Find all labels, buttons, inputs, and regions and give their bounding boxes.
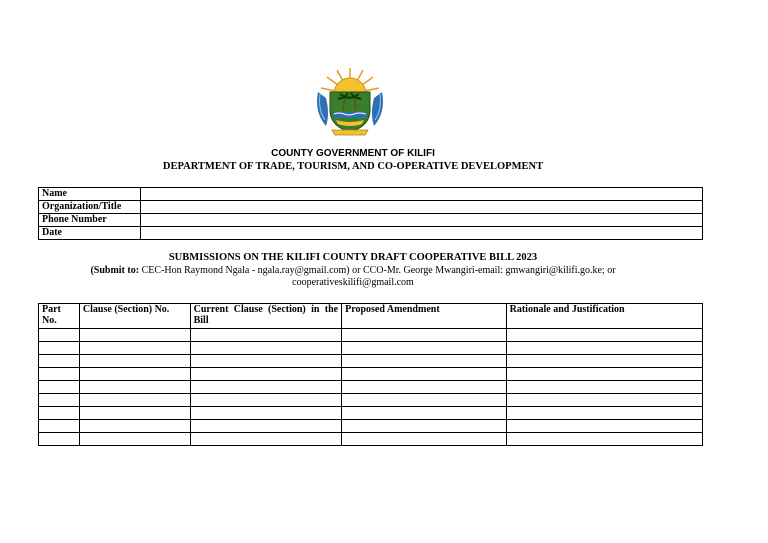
county-coat-of-arms-logo — [312, 64, 388, 140]
clause-no-cell[interactable] — [79, 394, 190, 407]
rationale-cell[interactable] — [506, 355, 702, 368]
proposed-amendment-cell[interactable] — [342, 433, 507, 446]
header-part-no: Part No. — [39, 304, 80, 329]
table-row — [39, 342, 703, 355]
submissions-table — [38, 303, 703, 446]
submission-title: SUBMISSIONS ON THE KILIFI COUNTY DRAFT COOPERATIVE BILL 2023 — [168, 252, 538, 263]
table-row — [39, 381, 703, 394]
table-row — [39, 420, 703, 433]
clause-no-cell[interactable] — [79, 355, 190, 368]
part-no-cell[interactable] — [39, 381, 80, 394]
clause-no-cell[interactable] — [79, 433, 190, 446]
current-clause-cell[interactable] — [190, 368, 342, 381]
proposed-amendment-cell[interactable] — [342, 368, 507, 381]
rationale-cell[interactable] — [506, 394, 702, 407]
part-no-cell[interactable] — [39, 355, 80, 368]
date-field[interactable] — [141, 227, 703, 240]
name-label: Name — [39, 188, 141, 201]
phone-label: Phone Number — [39, 214, 141, 227]
proposed-amendment-cell[interactable] — [342, 394, 507, 407]
header-current-clause: Current Clause (Section) in the Bill — [190, 304, 342, 329]
proposed-amendment-cell[interactable] — [342, 407, 507, 420]
proposed-amendment-cell[interactable] — [342, 329, 507, 342]
respondent-info-table — [38, 187, 703, 240]
submission-instructions — [60, 265, 646, 289]
current-clause-cell[interactable] — [190, 355, 342, 368]
header-clause-no: Clause (Section) No. — [79, 304, 190, 329]
clause-no-cell[interactable] — [79, 329, 190, 342]
proposed-amendment-cell[interactable] — [342, 355, 507, 368]
current-clause-cell[interactable] — [190, 394, 342, 407]
part-no-cell[interactable] — [39, 407, 80, 420]
current-clause-cell[interactable] — [190, 407, 342, 420]
rationale-cell[interactable] — [506, 420, 702, 433]
current-clause-cell[interactable] — [190, 420, 342, 433]
clause-no-cell[interactable] — [79, 420, 190, 433]
info-row-organization — [39, 201, 703, 214]
current-clause-cell[interactable] — [190, 329, 342, 342]
date-label: Date — [39, 227, 141, 240]
part-no-cell[interactable] — [39, 368, 80, 381]
proposed-amendment-cell[interactable] — [342, 342, 507, 355]
name-field[interactable] — [141, 188, 703, 201]
current-clause-cell[interactable] — [190, 381, 342, 394]
part-no-cell[interactable] — [39, 420, 80, 433]
info-row-phone — [39, 214, 703, 227]
part-no-cell[interactable] — [39, 342, 80, 355]
clause-no-cell[interactable] — [79, 407, 190, 420]
county-title: COUNTY GOVERNMENT OF KILIFI — [271, 148, 435, 159]
part-no-cell[interactable] — [39, 394, 80, 407]
rationale-cell[interactable] — [506, 342, 702, 355]
table-row — [39, 355, 703, 368]
table-header-row — [39, 304, 703, 329]
table-row — [39, 433, 703, 446]
proposed-amendment-cell[interactable] — [342, 420, 507, 433]
table-row — [39, 394, 703, 407]
organization-label: Organization/Title — [39, 201, 141, 214]
clause-no-cell[interactable] — [79, 381, 190, 394]
info-row-date — [39, 227, 703, 240]
rationale-cell[interactable] — [506, 329, 702, 342]
clause-no-cell[interactable] — [79, 342, 190, 355]
header-rationale: Rationale and Justification — [506, 304, 702, 329]
table-row — [39, 368, 703, 381]
rationale-cell[interactable] — [506, 433, 702, 446]
phone-field[interactable] — [141, 214, 703, 227]
submit-to-text: CEC-Hon Raymond Ngala - ngala.ray@gmail.com) or CCO-Mr. George Mwangiri-email: gmwangiri@kilifi.go.ke; or cooperativeskilifi@gmail.com — [139, 265, 616, 288]
current-clause-cell[interactable] — [190, 342, 342, 355]
header-proposed-amendment: Proposed Amendment — [342, 304, 507, 329]
part-no-cell[interactable] — [39, 433, 80, 446]
part-no-cell[interactable] — [39, 329, 80, 342]
rationale-cell[interactable] — [506, 381, 702, 394]
table-row — [39, 407, 703, 420]
rationale-cell[interactable] — [506, 368, 702, 381]
clause-no-cell[interactable] — [79, 368, 190, 381]
proposed-amendment-cell[interactable] — [342, 381, 507, 394]
department-title: DEPARTMENT OF TRADE, TOURISM, AND CO-OPERATIVE DEVELOPMENT — [162, 161, 544, 172]
organization-field[interactable] — [141, 201, 703, 214]
info-row-name — [39, 188, 703, 201]
submissions-table-body — [39, 329, 703, 446]
submit-to-label: (Submit to: — [90, 265, 140, 276]
table-row — [39, 329, 703, 342]
current-clause-cell[interactable] — [190, 433, 342, 446]
rationale-cell[interactable] — [506, 407, 702, 420]
